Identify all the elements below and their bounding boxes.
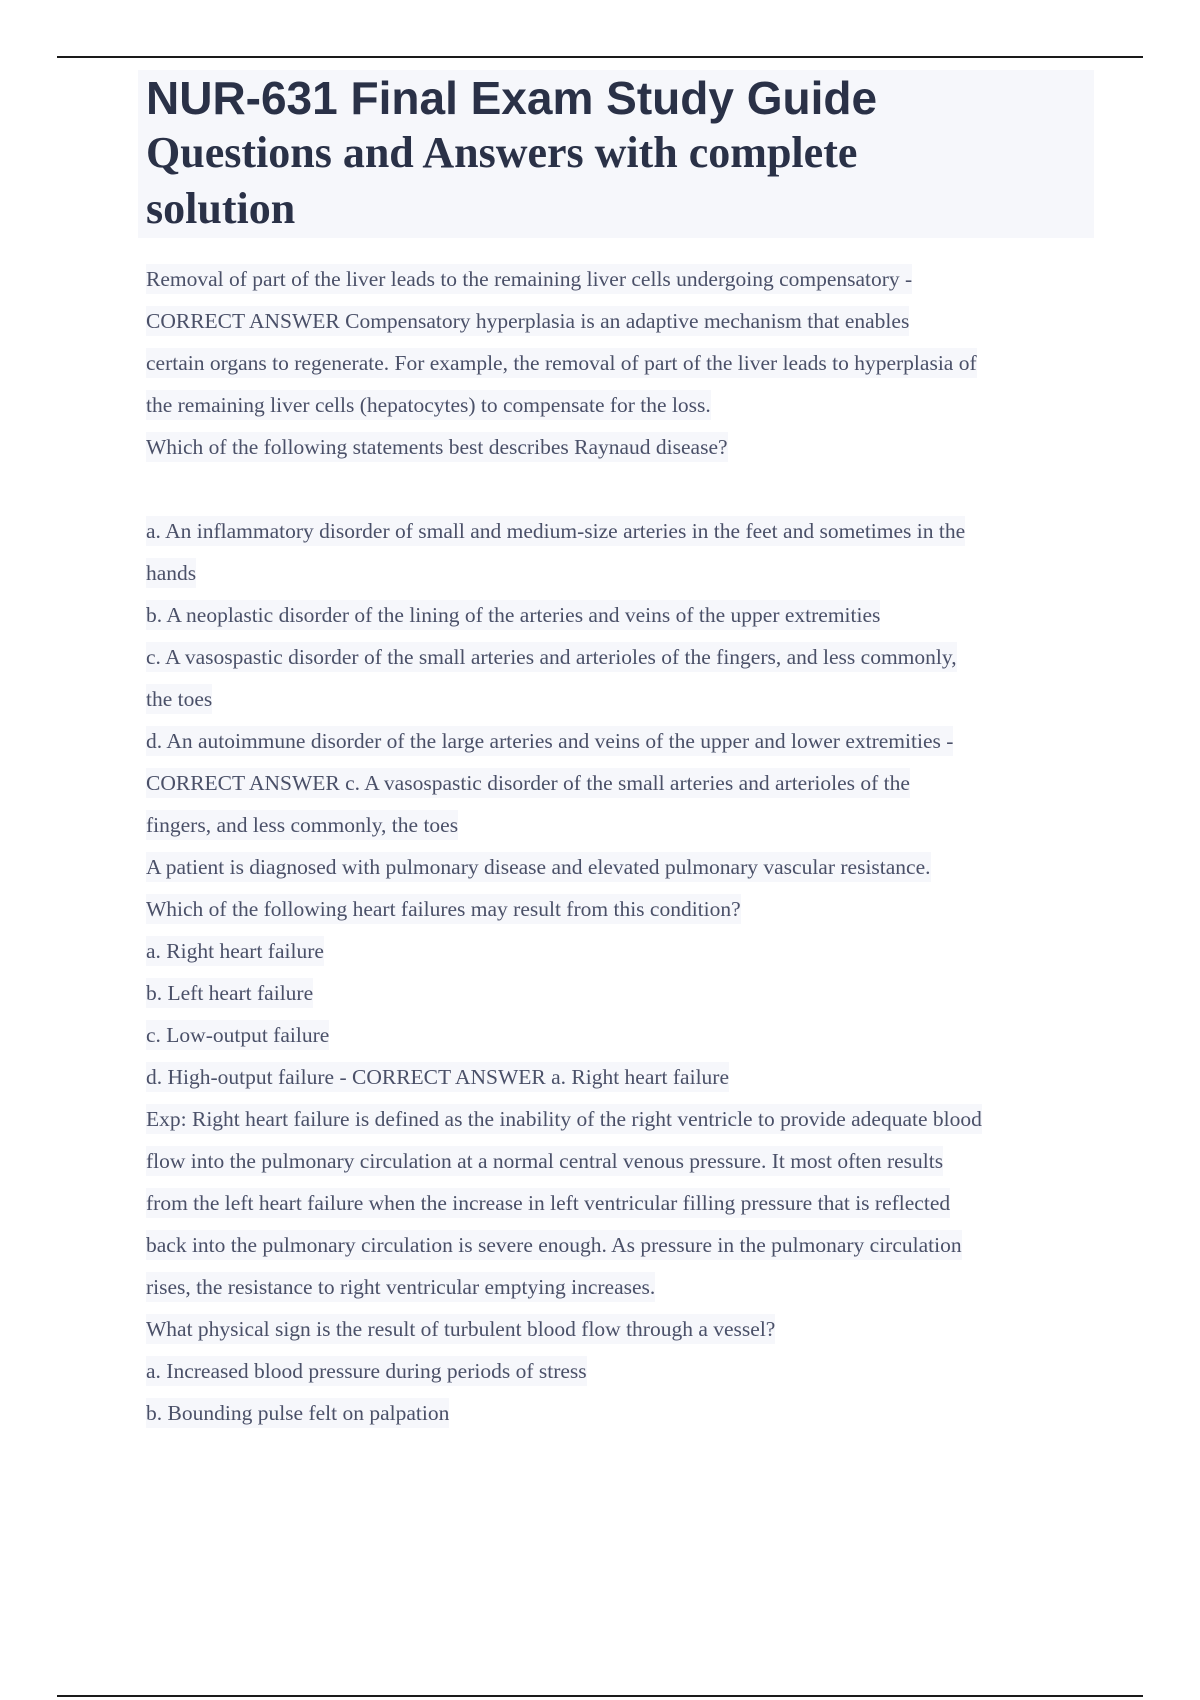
text-line (146, 1308, 1106, 1350)
text-line-content: Exp: Right heart failure is defined as the inability of the right ventricle to provide adequate blood (146, 1104, 982, 1134)
text-line (146, 930, 1106, 972)
text-line (146, 342, 1106, 384)
text-line (146, 1266, 1106, 1308)
text-line-content: back into the pulmonary circulation is severe enough. As pressure in the pulmonary circulation (146, 1230, 962, 1260)
document-body (146, 258, 1106, 1434)
text-line-content: b. Left heart failure (146, 978, 313, 1008)
text-line (146, 1224, 1106, 1266)
text-line (146, 972, 1106, 1014)
text-line (146, 1392, 1106, 1434)
text-line-content: the remaining liver cells (hepatocytes) to compensate for the loss. (146, 390, 711, 420)
text-line-content: A patient is diagnosed with pulmonary disease and elevated pulmonary vascular resistance. (146, 852, 931, 882)
text-line (146, 720, 1106, 762)
text-line (146, 1350, 1106, 1392)
text-line (146, 1014, 1106, 1056)
text-line-content: Removal of part of the liver leads to the remaining liver cells undergoing compensatory - (146, 264, 912, 294)
text-line (146, 300, 1106, 342)
text-line (146, 804, 1106, 846)
text-line-content: c. A vasospastic disorder of the small arteries and arterioles of the fingers, and less commonly, (146, 642, 957, 672)
text-line (146, 678, 1106, 720)
text-line-content: CORRECT ANSWER c. A vasospastic disorder of the small arteries and arterioles of the (146, 768, 910, 798)
text-line-content: fingers, and less commonly, the toes (146, 810, 458, 840)
text-line (146, 1098, 1106, 1140)
text-line (146, 384, 1106, 426)
text-line-content: from the left heart failure when the increase in left ventricular filling pressure that is reflected (146, 1188, 950, 1218)
text-line-content: c. Low-output failure (146, 1020, 329, 1050)
text-line-content: rises, the resistance to right ventricular emptying increases. (146, 1272, 655, 1302)
text-line (146, 636, 1106, 678)
text-line (146, 552, 1106, 594)
text-line-content: the toes (146, 684, 212, 714)
text-line-content: a. Increased blood pressure during periods of stress (146, 1356, 587, 1386)
text-line-content: What physical sign is the result of turbulent blood flow through a vessel? (146, 1314, 775, 1344)
document-title-line-2: Questions and Answers with complete (146, 128, 858, 177)
text-line-content: flow into the pulmonary circulation at a normal central venous pressure. It most often results (146, 1146, 943, 1176)
text-line-content: b. A neoplastic disorder of the lining of the arteries and veins of the upper extremities (146, 600, 880, 630)
text-line-content: a. An inflammatory disorder of small and medium-size arteries in the feet and sometimes in the (146, 516, 965, 546)
bottom-rule (57, 1695, 1143, 1697)
text-line (146, 1056, 1106, 1098)
text-line-content: d. High-output failure - CORRECT ANSWER a. Right heart failure (146, 1062, 729, 1092)
text-line-content: d. An autoimmune disorder of the large arteries and veins of the upper and lower extremities - (146, 726, 953, 756)
text-line-content: b. Bounding pulse felt on palpation (146, 1398, 449, 1428)
text-line-content: hands (146, 558, 196, 588)
text-line (146, 258, 1106, 300)
top-rule (57, 56, 1143, 58)
document-title-line-3: solution (146, 184, 296, 233)
text-line-content: Which of the following heart failures may result from this condition? (146, 894, 741, 924)
text-line-content: certain organs to regenerate. For example, the removal of part of the liver leads to hyperplasia of (146, 348, 977, 378)
text-line (146, 888, 1106, 930)
text-line (146, 1182, 1106, 1224)
document-title-line-1: NUR-631 Final Exam Study Guide (146, 72, 878, 124)
text-line (146, 594, 1106, 636)
text-line (146, 510, 1106, 552)
text-line (146, 846, 1106, 888)
text-line (146, 762, 1106, 804)
blank-line (146, 468, 1106, 510)
text-line (146, 1140, 1106, 1182)
text-line-content: CORRECT ANSWER Compensatory hyperplasia is an adaptive mechanism that enables (146, 306, 909, 336)
text-line (146, 426, 1106, 468)
text-line-content: a. Right heart failure (146, 936, 324, 966)
text-line-content: Which of the following statements best describes Raynaud disease? (146, 432, 728, 462)
